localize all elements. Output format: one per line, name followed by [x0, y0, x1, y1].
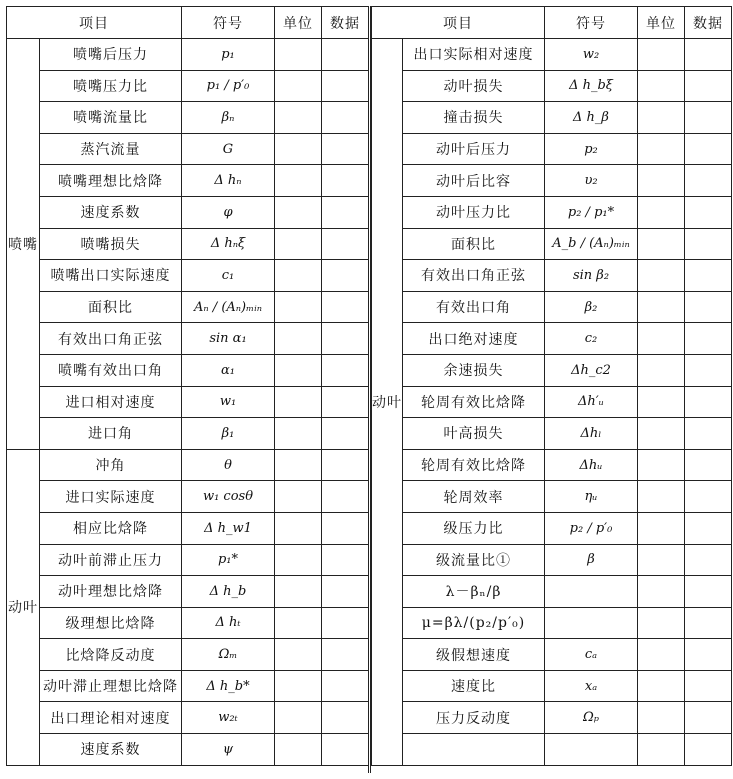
item-name: 喷嘴有效出口角	[40, 354, 182, 386]
data-cell[interactable]	[685, 512, 732, 544]
data-cell[interactable]	[685, 354, 732, 386]
item-symbol: υ₂	[545, 165, 638, 197]
item-name: 出口实际相对速度	[403, 39, 545, 71]
table-row	[372, 70, 732, 102]
unit-cell[interactable]	[275, 449, 322, 481]
item-name: 蒸汽流量	[40, 133, 182, 165]
item-name: 动叶后压力	[403, 133, 545, 165]
data-cell[interactable]	[322, 639, 369, 671]
table-row	[7, 260, 369, 292]
item-name: 喷嘴出口实际速度	[40, 260, 182, 292]
item-name: 出口绝对速度	[403, 323, 545, 355]
data-cell[interactable]	[685, 481, 732, 513]
item-name: 叶高损失	[403, 418, 545, 450]
item-name: 速度系数	[40, 196, 182, 228]
item-name: 级理想比焓降	[40, 607, 182, 639]
data-cell[interactable]	[685, 39, 732, 71]
item-symbol: Δh_c2	[545, 354, 638, 386]
data-cell[interactable]	[685, 607, 732, 639]
unit-cell[interactable]	[275, 734, 322, 766]
unit-cell[interactable]	[275, 354, 322, 386]
item-symbol: θ	[182, 449, 275, 481]
data-cell[interactable]	[685, 576, 732, 608]
header-item: 项目	[372, 7, 545, 39]
unit-cell[interactable]	[275, 702, 322, 734]
table-row	[7, 291, 369, 323]
item-name: 余速损失	[403, 354, 545, 386]
left-header-row	[7, 7, 369, 39]
item-symbol: A_b / (Aₙ)ₘᵢₙ	[545, 228, 638, 260]
item-name: 进口相对速度	[40, 386, 182, 418]
item-symbol: Δh′ᵤ	[545, 386, 638, 418]
data-cell[interactable]	[685, 418, 732, 450]
table-row	[7, 133, 369, 165]
table-row	[372, 481, 732, 513]
table-row	[7, 165, 369, 197]
right-header-row	[372, 7, 732, 39]
unit-cell[interactable]	[638, 196, 685, 228]
data-cell[interactable]	[685, 702, 732, 734]
item-symbol: c₁	[182, 260, 275, 292]
table-row	[7, 39, 369, 71]
data-cell[interactable]	[685, 670, 732, 702]
item-name: 压力反动度	[403, 702, 545, 734]
table-row	[7, 512, 369, 544]
item-symbol: Δ hₙξ	[182, 228, 275, 260]
data-cell[interactable]	[322, 323, 369, 355]
item-name: 比焓降反动度	[40, 639, 182, 671]
table-row	[372, 133, 732, 165]
item-name: 相应比焓降	[40, 512, 182, 544]
unit-cell[interactable]	[638, 165, 685, 197]
table-row	[372, 418, 732, 450]
data-cell[interactable]	[685, 544, 732, 576]
right-table-body	[372, 39, 732, 766]
table-row	[372, 702, 732, 734]
table-row	[7, 196, 369, 228]
item-name: 级假想速度	[403, 639, 545, 671]
item-symbol: p₁*	[182, 544, 275, 576]
unit-cell[interactable]	[275, 607, 322, 639]
data-cell[interactable]	[322, 512, 369, 544]
table-row	[372, 734, 732, 766]
item-name: 进口角	[40, 418, 182, 450]
data-cell[interactable]	[685, 165, 732, 197]
table-row	[7, 576, 369, 608]
table-row	[372, 607, 732, 639]
item-symbol: β	[545, 544, 638, 576]
left-table	[6, 6, 369, 766]
item-name: 出口理论相对速度	[40, 702, 182, 734]
unit-cell[interactable]	[638, 260, 685, 292]
data-cell[interactable]	[685, 734, 732, 766]
unit-cell[interactable]	[275, 576, 322, 608]
unit-cell[interactable]	[638, 291, 685, 323]
unit-cell[interactable]	[275, 165, 322, 197]
unit-cell[interactable]	[638, 102, 685, 134]
group-label: 喷嘴	[7, 39, 40, 450]
item-name: 动叶后比容	[403, 165, 545, 197]
item-name: 级压力比	[403, 512, 545, 544]
data-cell[interactable]	[322, 291, 369, 323]
table-row	[7, 702, 369, 734]
item-name: 动叶压力比	[403, 196, 545, 228]
item-name: 撞击损失	[403, 102, 545, 134]
unit-cell[interactable]	[638, 544, 685, 576]
unit-cell[interactable]	[638, 607, 685, 639]
table-row	[7, 70, 369, 102]
data-cell[interactable]	[322, 702, 369, 734]
data-cell[interactable]	[685, 228, 732, 260]
item-name: 速度系数	[40, 734, 182, 766]
data-cell[interactable]	[685, 386, 732, 418]
data-cell[interactable]	[685, 260, 732, 292]
unit-cell[interactable]	[638, 323, 685, 355]
data-cell[interactable]	[322, 670, 369, 702]
data-cell[interactable]	[685, 70, 732, 102]
item-symbol: p₂	[545, 133, 638, 165]
table-row	[7, 102, 369, 134]
data-cell[interactable]	[322, 449, 369, 481]
item-symbol: Δ h_β	[545, 102, 638, 134]
item-name: μ=βλ/(p₂/p′₀)	[403, 607, 545, 639]
unit-cell[interactable]	[275, 39, 322, 71]
header-data: 数据	[322, 7, 369, 39]
data-cell[interactable]	[322, 196, 369, 228]
data-cell[interactable]	[322, 354, 369, 386]
table-row	[372, 102, 732, 134]
table-row	[372, 512, 732, 544]
item-symbol: sin α₁	[182, 323, 275, 355]
item-name: 冲角	[40, 449, 182, 481]
table-row	[7, 544, 369, 576]
data-cell[interactable]	[685, 133, 732, 165]
item-symbol: p₂ / p′₀	[545, 512, 638, 544]
unit-cell[interactable]	[638, 70, 685, 102]
table-row	[372, 386, 732, 418]
unit-cell[interactable]	[275, 323, 322, 355]
item-symbol: Δ h_w1	[182, 512, 275, 544]
table-row	[7, 734, 369, 766]
unit-cell[interactable]	[638, 39, 685, 71]
item-symbol: α₁	[182, 354, 275, 386]
unit-cell[interactable]	[275, 70, 322, 102]
item-symbol: Δ h_b*	[182, 670, 275, 702]
item-symbol: p₁ / p′₀	[182, 70, 275, 102]
unit-cell[interactable]	[275, 418, 322, 450]
unit-cell[interactable]	[275, 639, 322, 671]
item-name: 面积比	[403, 228, 545, 260]
unit-cell[interactable]	[638, 702, 685, 734]
unit-cell[interactable]	[275, 544, 322, 576]
table-row	[372, 449, 732, 481]
item-symbol: β₂	[545, 291, 638, 323]
table-row	[372, 639, 732, 671]
item-symbol: cₐ	[545, 639, 638, 671]
item-symbol: Ωₘ	[182, 639, 275, 671]
left-table-body	[7, 39, 369, 766]
item-symbol: Ωₚ	[545, 702, 638, 734]
data-cell[interactable]	[322, 260, 369, 292]
header-item: 项目	[7, 7, 182, 39]
item-symbol: φ	[182, 196, 275, 228]
data-cell[interactable]	[322, 481, 369, 513]
item-name: 喷嘴流量比	[40, 102, 182, 134]
unit-cell[interactable]	[638, 639, 685, 671]
table-row	[372, 260, 732, 292]
data-cell[interactable]	[322, 734, 369, 766]
header-unit: 单位	[275, 7, 322, 39]
item-symbol: Δ h_b	[182, 576, 275, 608]
data-cell[interactable]	[322, 133, 369, 165]
table-row	[372, 544, 732, 576]
item-symbol: Δ h_bξ	[545, 70, 638, 102]
header-symbol: 符号	[182, 7, 275, 39]
unit-cell[interactable]	[638, 512, 685, 544]
table-row	[7, 639, 369, 671]
unit-cell[interactable]	[275, 386, 322, 418]
table-row	[372, 39, 732, 71]
unit-cell[interactable]	[275, 133, 322, 165]
item-symbol: G	[182, 133, 275, 165]
table-row	[372, 670, 732, 702]
unit-cell[interactable]	[638, 386, 685, 418]
data-cell[interactable]	[322, 165, 369, 197]
data-cell[interactable]	[685, 449, 732, 481]
item-name: 速度比	[403, 670, 545, 702]
unit-cell[interactable]	[638, 449, 685, 481]
item-symbol: Δhₗ	[545, 418, 638, 450]
item-name: 喷嘴损失	[40, 228, 182, 260]
item-name: λ－βₙ/β	[403, 576, 545, 608]
item-symbol: Δhᵤ	[545, 449, 638, 481]
group-label: 动叶	[372, 39, 403, 766]
data-cell[interactable]	[322, 576, 369, 608]
item-name: 喷嘴后压力	[40, 39, 182, 71]
table-row	[372, 165, 732, 197]
table-row	[372, 576, 732, 608]
item-symbol: sin β₂	[545, 260, 638, 292]
right-table	[371, 6, 732, 766]
table-row	[7, 354, 369, 386]
item-name: 轮周效率	[403, 481, 545, 513]
item-name: 喷嘴理想比焓降	[40, 165, 182, 197]
table-row	[372, 291, 732, 323]
unit-cell[interactable]	[638, 228, 685, 260]
unit-cell[interactable]	[638, 576, 685, 608]
item-name: 喷嘴压力比	[40, 70, 182, 102]
item-name: 有效出口角正弦	[403, 260, 545, 292]
data-cell[interactable]	[685, 102, 732, 134]
item-symbol: ηᵤ	[545, 481, 638, 513]
header-data: 数据	[685, 7, 732, 39]
table-row	[7, 670, 369, 702]
data-cell[interactable]	[685, 639, 732, 671]
item-symbol: w₁ cosθ	[182, 481, 275, 513]
unit-cell[interactable]	[275, 228, 322, 260]
item-symbol: w₂	[545, 39, 638, 71]
table-row	[7, 607, 369, 639]
unit-cell[interactable]	[638, 481, 685, 513]
data-cell[interactable]	[322, 70, 369, 102]
item-symbol: xₐ	[545, 670, 638, 702]
unit-cell[interactable]	[638, 418, 685, 450]
unit-cell[interactable]	[638, 734, 685, 766]
header-symbol: 符号	[545, 7, 638, 39]
unit-cell[interactable]	[275, 291, 322, 323]
table-row	[372, 354, 732, 386]
table-row	[372, 228, 732, 260]
unit-cell[interactable]	[638, 133, 685, 165]
item-name: 轮周有效比焓降	[403, 386, 545, 418]
item-symbol: Δ hₜ	[182, 607, 275, 639]
table-row	[372, 196, 732, 228]
table-row	[7, 323, 369, 355]
data-cell[interactable]	[322, 418, 369, 450]
table-row	[7, 481, 369, 513]
table-row	[7, 386, 369, 418]
item-name: 级流量比①	[403, 544, 545, 576]
header-unit: 单位	[638, 7, 685, 39]
data-cell[interactable]	[685, 291, 732, 323]
item-symbol: Aₙ / (Aₙ)ₘᵢₙ	[182, 291, 275, 323]
unit-cell[interactable]	[638, 354, 685, 386]
unit-cell[interactable]	[275, 196, 322, 228]
item-symbol: w₂ₜ	[182, 702, 275, 734]
item-name: 动叶理想比焓降	[40, 576, 182, 608]
data-cell[interactable]	[322, 228, 369, 260]
data-cell[interactable]	[685, 196, 732, 228]
data-cell[interactable]	[322, 386, 369, 418]
item-symbol: w₁	[182, 386, 275, 418]
item-symbol	[545, 734, 638, 766]
item-symbol: βₙ	[182, 102, 275, 134]
item-symbol: ψ	[182, 734, 275, 766]
item-symbol	[545, 576, 638, 608]
unit-cell[interactable]	[275, 481, 322, 513]
item-name: 动叶滞止理想比焓降	[40, 670, 182, 702]
unit-cell[interactable]	[638, 670, 685, 702]
unit-cell[interactable]	[275, 260, 322, 292]
item-symbol: p₁	[182, 39, 275, 71]
item-symbol: c₂	[545, 323, 638, 355]
data-cell[interactable]	[322, 39, 369, 71]
unit-cell[interactable]	[275, 512, 322, 544]
item-symbol: p₂ / p₁*	[545, 196, 638, 228]
item-name	[403, 734, 545, 766]
group-label: 动叶	[7, 449, 40, 765]
table-row	[372, 323, 732, 355]
table-row	[7, 228, 369, 260]
item-name: 轮周有效比焓降	[403, 449, 545, 481]
table-row	[7, 418, 369, 450]
table-row	[7, 449, 369, 481]
item-name: 面积比	[40, 291, 182, 323]
item-symbol: Δ hₙ	[182, 165, 275, 197]
item-name: 动叶前滞止压力	[40, 544, 182, 576]
item-name: 有效出口角正弦	[40, 323, 182, 355]
item-symbol	[545, 607, 638, 639]
unit-cell[interactable]	[275, 670, 322, 702]
data-cell[interactable]	[322, 102, 369, 134]
item-name: 进口实际速度	[40, 481, 182, 513]
data-cell[interactable]	[685, 323, 732, 355]
data-cell[interactable]	[322, 607, 369, 639]
item-name: 有效出口角	[403, 291, 545, 323]
unit-cell[interactable]	[275, 102, 322, 134]
data-cell[interactable]	[322, 544, 369, 576]
item-symbol: β₁	[182, 418, 275, 450]
item-name: 动叶损失	[403, 70, 545, 102]
